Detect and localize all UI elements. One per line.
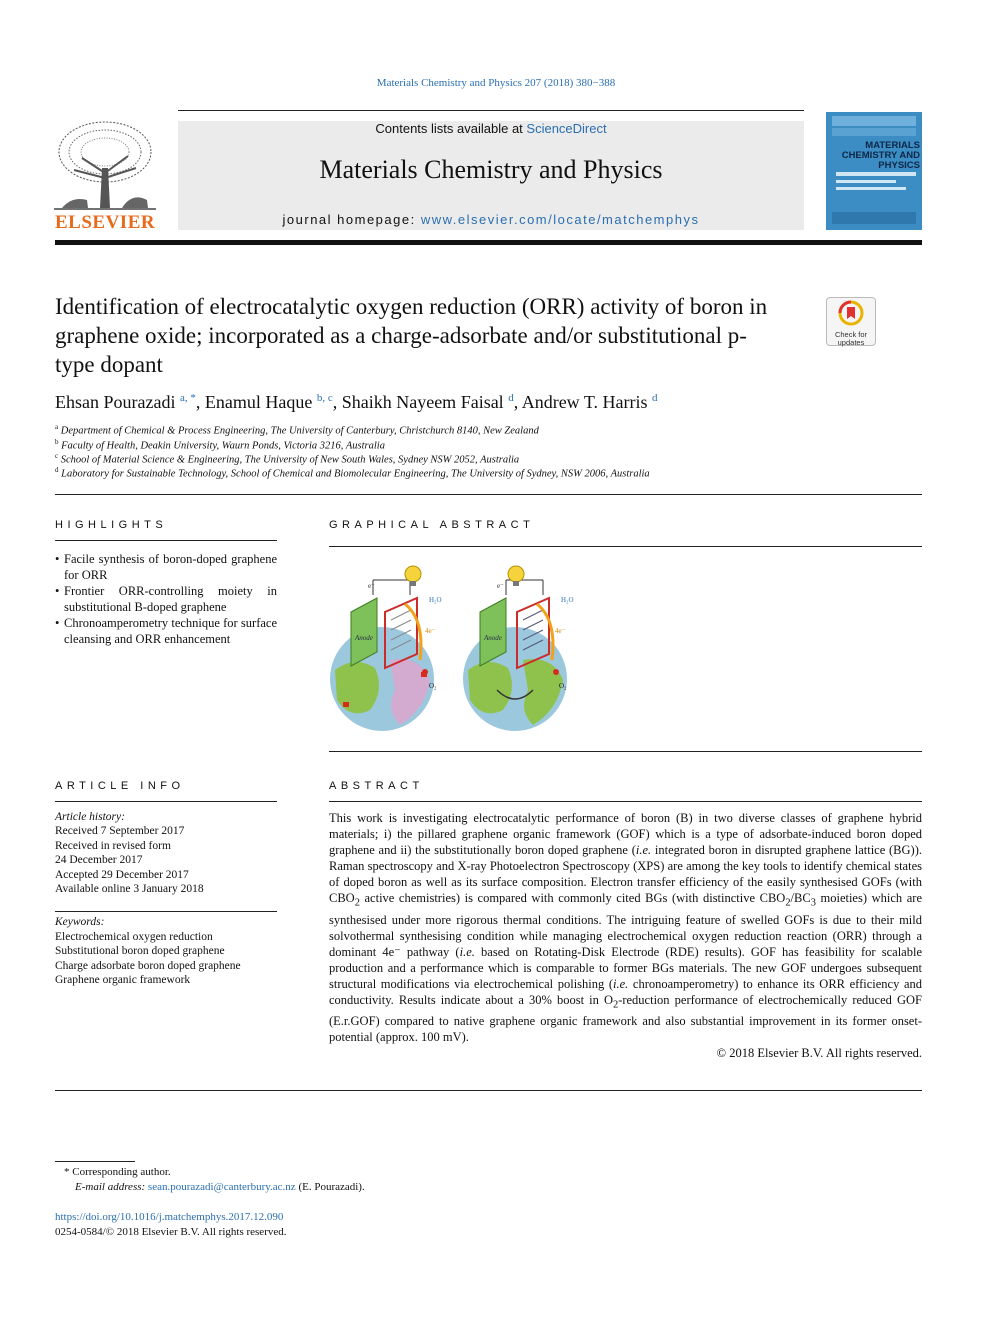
affiliation-rule — [55, 494, 922, 495]
keywords-label: Keywords: — [55, 916, 105, 928]
ga-oxygen-label: O₂ — [429, 682, 437, 690]
author-affiliation-ref[interactable]: d — [508, 392, 514, 404]
highlights-rule — [55, 540, 277, 541]
author-name[interactable]: Ehsan Pourazadi — [55, 392, 176, 412]
author-name[interactable]: Andrew T. Harris — [521, 392, 648, 412]
ga-panel-left — [330, 566, 442, 731]
abstract-ie: i.e. — [459, 944, 475, 959]
abstract-text: This work is investigating electrocatalytic performance of boron (B) in two diverse classes of graphene hybrid materials; i) the pillared graphene organic framework (GOF) which is a type of adsorbate-induced boron doped graphene and ii) the substitutionally boron doped graphene ( — [329, 811, 922, 857]
abstract-subscript: 2 — [785, 897, 791, 909]
ga-anode-label: Anode — [355, 634, 373, 642]
history-item: Available online 3 January 2018 — [55, 883, 204, 895]
sciencedirect-link[interactable]: ScienceDirect — [526, 121, 607, 136]
header-thick-rule — [55, 240, 922, 245]
elsevier-wordmark[interactable]: ELSEVIER — [55, 212, 156, 233]
abstract-text: integrated boron in disrupted graphene lattice (BG)). Raman spectroscopy and X-ray Photoelectron Spectroscopy (XPS) are among the key tools to identify chemical states of doped boron as well as its surface composition. Electron transfer efficiency of the easily synthesised GOFs (with CBO — [329, 843, 922, 905]
journal-cover[interactable] — [826, 112, 922, 230]
abstract-subscript: 3 — [810, 897, 816, 909]
history-item: Received in revised form — [55, 840, 171, 852]
affiliation-key: c — [55, 452, 59, 460]
cover-title: MATERIALS CHEMISTRY AND PHYSICS — [841, 140, 920, 171]
affiliation-line — [55, 466, 935, 480]
ga-anode-label-right: Anode — [484, 634, 502, 642]
abstract-rule — [329, 801, 922, 802]
contents-line — [178, 121, 804, 136]
graphical-abstract-figure[interactable] — [325, 560, 590, 738]
keyword-item: Graphene organic framework — [55, 974, 191, 986]
abstract-copyright: © 2018 Elsevier B.V. All rights reserved. — [716, 1046, 922, 1060]
author-affiliation-ref[interactable]: d — [652, 392, 658, 404]
elsevier-tree-logo — [52, 118, 158, 214]
affiliation-key: a — [55, 423, 59, 431]
abstract-text: based on Rotating-Disk Electrode (RDE) results). GOF has feasibility for scalable production and a performance which is comparable to former BGs materials. The new GOF undergoes subsequent structural modifications via electrochemical polishing ( — [329, 944, 922, 991]
ga-panel-right — [463, 566, 574, 731]
email-label: E-mail address: — [75, 1181, 148, 1193]
keyword-item: Electrochemical oxygen reduction — [55, 931, 213, 943]
corresponding-author-note: * Corresponding author. — [64, 1166, 171, 1178]
history-label: Article history: — [55, 811, 125, 823]
affiliation-line — [55, 438, 935, 452]
highlights-heading: HIGHLIGHTS — [55, 519, 168, 531]
ga-electron-label-right: e⁻ — [497, 582, 504, 590]
journal-title: Materials Chemistry and Physics — [319, 155, 663, 184]
corresponding-text: Corresponding author. — [72, 1166, 171, 1178]
keyword-item: Charge adsorbate boron doped graphene — [55, 960, 241, 972]
highlight-text: Facile synthesis of boron-doped graphene for ORR — [64, 552, 277, 582]
homepage-link[interactable]: www.elsevier.com/locate/matchemphys — [420, 212, 700, 227]
abstract-text: active chemistries) is compared with commonly cited BGs (with distinctive CBO — [359, 891, 786, 905]
affiliation-line — [55, 423, 935, 437]
ga-oxygen-label-right: O₂ — [559, 682, 567, 690]
abstract-heading: ABSTRACT — [329, 780, 424, 792]
cover-pattern — [826, 112, 922, 230]
author-affiliation-ref[interactable]: a, * — [179, 392, 196, 404]
header-rule — [178, 110, 804, 111]
highlight-item — [55, 583, 277, 615]
body-end-rule — [55, 1090, 922, 1091]
history-item: Accepted 29 December 2017 — [55, 869, 189, 881]
check-for-updates-badge[interactable] — [826, 297, 876, 346]
check-updates-label: Check for updates — [834, 330, 868, 347]
contents-prefix: Contents lists available at — [375, 121, 527, 136]
graphical-abstract-bottom-rule — [329, 751, 922, 752]
ga-four-electron-label: 4e⁻ — [425, 627, 436, 635]
highlight-text: Frontier ORR-controlling moiety in substitutional B-doped graphene — [64, 584, 277, 614]
footnote-rule — [55, 1161, 135, 1162]
abstract-subscript: 2 — [612, 999, 619, 1010]
graphical-abstract-rule — [329, 546, 922, 547]
abstract-text: chronoamperometry) to enhance its ORR efficiency and conductivity. Results indicate about a 30% boost in O — [329, 976, 922, 1007]
article-title: Identification of electrocatalytic oxygen reduction (ORR) activity of boron in graphene oxide; incorporated as a charge-adsorbate and/or substitutional p-type dopant — [55, 294, 768, 377]
ga-water-label-right: H₂O — [561, 596, 574, 604]
email-suffix: (E. Pourazadi). — [295, 1181, 365, 1193]
author-list: Ehsan Pourazadi $^{a, *}$, Enamul Haque $^{b, c}$, Shaikh Nayeem Faisal $^d$, Andrew T. Harris $^d$ — [55, 392, 658, 412]
journal-citation: Materials Chemistry and Physics 207 (2018) 380−388 — [376, 77, 616, 89]
affiliation-key: d — [55, 466, 59, 474]
email-note — [75, 1181, 365, 1193]
affiliation-text: Faculty of Health, Deakin University, Waurn Ponds, Victoria 3216, Australia — [61, 440, 385, 452]
affiliation-line — [55, 452, 935, 466]
affiliation-key: b — [55, 438, 59, 446]
ga-electron-label: e⁻ — [368, 582, 375, 590]
graphical-abstract-heading: GRAPHICAL ABSTRACT — [329, 519, 535, 531]
article-info-heading: ARTICLE INFO — [55, 780, 185, 792]
history-item: 24 December 2017 — [55, 854, 143, 866]
author-name[interactable]: Enamul Haque — [204, 392, 313, 412]
abstract-body — [329, 810, 922, 1061]
doi-link[interactable]: https://doi.org/10.1016/j.matchemphys.2017.12.090 — [55, 1211, 284, 1223]
keyword-item: Substitutional boron doped graphene — [55, 945, 225, 957]
abstract-text: -reduction performance of electrochemically reduced GOF (E.r.GOF) compared to native graphene organic framework and also substantial improvement in its former onset-potential (approx. 100 mV). — [329, 992, 922, 1044]
bullet-icon: • — [55, 616, 60, 630]
homepage-prefix: journal homepage: — [282, 212, 421, 227]
issn-line: 0254-0584/© 2018 Elsevier B.V. All rights reserved. — [55, 1226, 287, 1238]
ga-four-electron-label-right: 4e⁻ — [555, 627, 566, 635]
bullet-icon: • — [55, 584, 60, 598]
journal-homepage-line — [178, 212, 804, 227]
abstract-subscript: 2 — [354, 897, 360, 909]
abstract-text: moieties) which are synthesised under more rigorous thermal conditions. The intriguing feature of swelled GOFs is due to their mild solvothermal synthesising condition while managing electrochemical oxygen reduction reaction (ORR) through a dominant 4e⁻ pathway ( — [329, 891, 923, 959]
abstract-text: /BC — [790, 891, 811, 905]
history-item: Received 7 September 2017 — [55, 825, 185, 837]
abstract-ie: i.e. — [635, 843, 652, 857]
abstract-ie: i.e. — [613, 976, 629, 991]
ga-water-label: H₂O — [429, 596, 442, 604]
keywords-rule — [55, 911, 277, 912]
author-affiliation-ref[interactable]: b, c — [316, 392, 333, 404]
crossmark-icon — [836, 300, 866, 326]
highlight-text: Chronoamperometry technique for surface cleansing and ORR enhancement — [64, 616, 277, 646]
affiliation-text: Laboratory for Sustainable Technology, School of Chemical and Biomolecular Engineering, The University of Sydney, NSW 2006, Australia — [61, 468, 650, 480]
author-name[interactable]: Shaikh Nayeem Faisal — [341, 392, 504, 412]
article-info-rule — [55, 801, 277, 802]
affiliation-text: Department of Chemical & Process Engineering, The University of Canterbury, Christchurch 8140, New Zealand — [60, 425, 539, 437]
bullet-icon: • — [55, 552, 60, 566]
highlight-item — [55, 615, 277, 647]
affiliation-text: School of Material Science & Engineering, The University of New South Wales, Sydney NSW 2052, Australia — [60, 454, 520, 466]
highlight-item — [55, 551, 277, 583]
email-link[interactable]: sean.pourazadi@canterbury.ac.nz — [147, 1181, 296, 1193]
